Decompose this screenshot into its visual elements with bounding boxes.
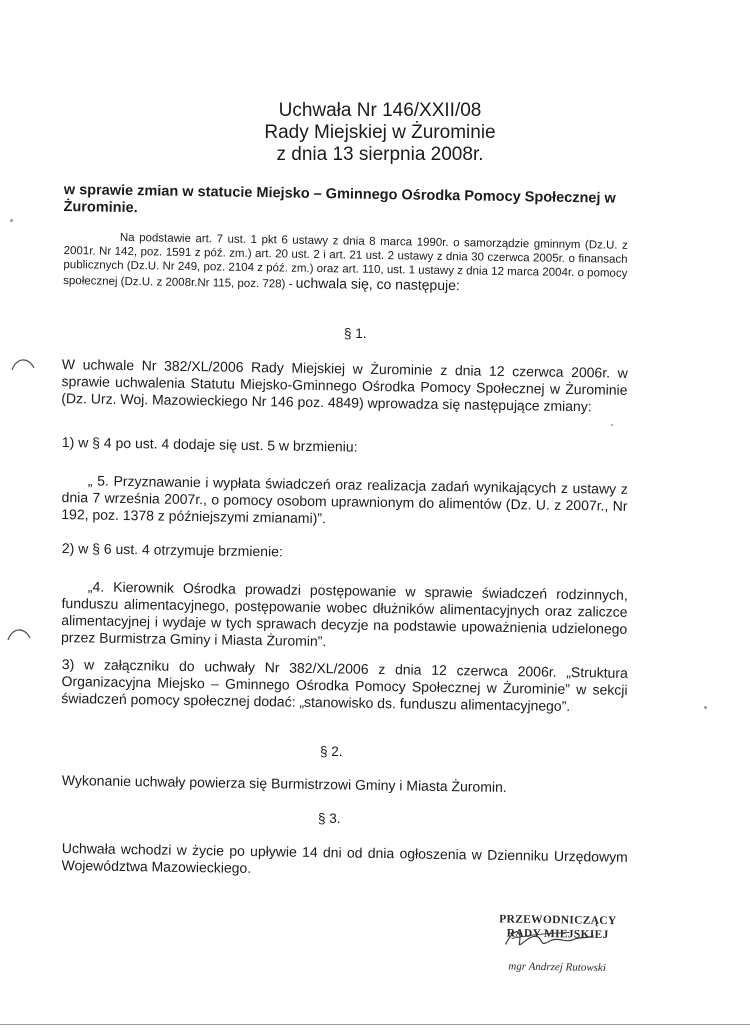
legal-basis-text: Na podstawie art. 7 ust. 1 pkt 6 ustawy z dnia 8 marca 1990r. o samorządzie gminnym (Dz.U. z 2001r. Nr 142, poz. 1591 z póź. zm.) art. 20 ust. 2 i art. 21 ust. 2 ustawy z dnia 30 czerwca 2005r. o finansach publicznych (Dz.U. Nr 249, poz. 2104 z póź. zm.) oraz art. 110, ust. 1 ustawy z dnia 12 marca 2004r. o pomocy społecznej (Dz.U. z 2008r.Nr 115, poz. 728) - — [63, 231, 628, 291]
signature-title-council: RADY MIEJSKIEJ — [506, 927, 609, 942]
resolution-number: Uchwała Nr 146/XXII/08 — [278, 100, 482, 121]
paragraph-entry-into-force: Uchwała wchodzi w życie po upływie 14 dni od dnia ogłoszenia w Dzienniku Urzędowym Województwa Mazowieckiego. — [61, 840, 628, 876]
scan-speck — [704, 706, 707, 709]
paragraph-amendment-intro: W uchwale Nr 382/XL/2006 Rady Miejskiej w Żurominie z dnia 12 czerwca 2006r. w sprawie uchwalenia Statutu Miejsko-Gminnego Ośrodka Pomocy Społecznej w Żurominie (Dz. Urz. Woj. Mazowieckiego Nr 146 poz. 4849) wprowadza się następujące zmiany: — [61, 356, 628, 415]
paragraph-item-1-text: „ 5. Przyznawanie i wypłata świadczeń oraz realizacja zadań wynikających z ustawy z dnia 7 września 2007r., o pomocy osobom uprawnionym do alimentów (Dz. U. z 2007r., Nr 192, poz. 1378 z późniejszymi zmianami)”. — [61, 472, 628, 527]
paragraph-item-2: 2) w § 6 ust. 4 otrzymuje brzmienie: — [61, 540, 283, 560]
scan-edge-line — [0, 1024, 750, 1025]
scan-speck — [611, 424, 613, 426]
paragraph-item-1: 1) w § 4 po ust. 4 dodaje się ust. 5 w brzmieniu: — [61, 434, 358, 455]
resolution-header — [200, 100, 560, 166]
paragraph-item-3: 3) w załączniku do uchwały Nr 382/XL/2006 z dnia 12 czerwca 2006r. „Struktura Organizacyjna Miejsko – Gminnego Ośrodka Pomocy Społecznej w Żurominie” w sekcji świadczeń pomocy społecznej dodać: „stanowisko ds. funduszu alimentacyjnego”. — [61, 656, 628, 714]
signature-block — [477, 912, 638, 975]
resolution-date: z dnia 13 sierpnia 2008r. — [276, 144, 484, 165]
paragraph-execution: Wykonanie uchwały powierza się Burmistrzowi Gminy i Miasta Żuromin. — [61, 772, 507, 795]
section-1-heading: § 1. — [344, 326, 367, 341]
section-2-heading: § 2. — [320, 744, 343, 759]
signatory-name: mgr Andrzej Rutowski — [508, 960, 607, 975]
signature-title-chairman: PRZEWODNICZĄCY — [499, 913, 617, 928]
scan-speck — [10, 219, 13, 222]
section-3-heading: § 3. — [318, 811, 341, 826]
legal-basis-ending: uchwala się, co następuje: — [295, 274, 460, 294]
resolution-subject: w sprawie zmian w statucie Miejsko – Gminnego Ośrodka Pomocy Społecznej w Żurominie. — [63, 182, 616, 217]
hole-punch-mark-icon — [10, 356, 36, 374]
handwritten-signature-icon — [499, 922, 599, 954]
paragraph-item-2-text: „4. Kierownik Ośrodka prowadzi postępowanie w sprawie świadczeń rodzinnych, funduszu alimentacyjnego, postępowanie wobec dłużników alimentacyjnych oraz zaliczce alimentacyjnej i wydaje w tych sprawach decyzje na podstawie upoważnienia udzielonego przez Burmistrza Gminy i Miasta Żuromin”. — [60, 578, 628, 650]
legal-basis — [63, 230, 628, 297]
council-name: Rady Miejskiej w Żurominie — [264, 122, 496, 143]
hole-punch-mark-icon — [6, 626, 32, 644]
